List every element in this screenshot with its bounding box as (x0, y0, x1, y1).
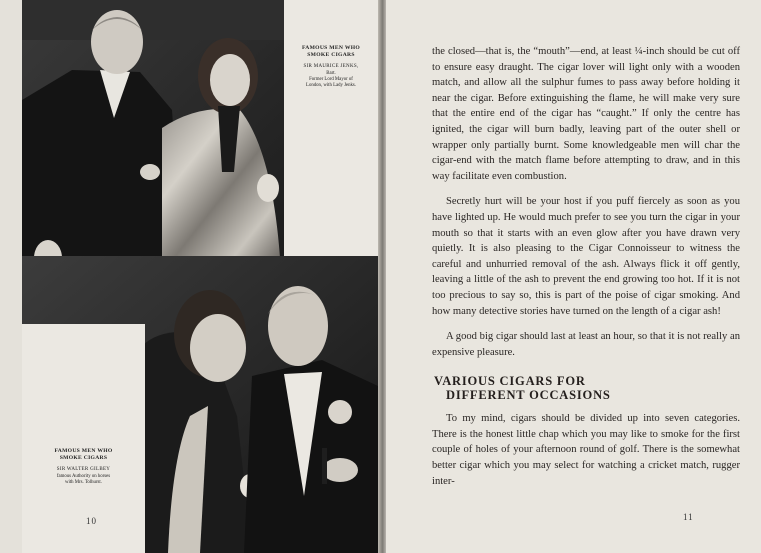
right-page (386, 0, 761, 553)
paragraph-3: A good big cigar should last at least an hour, so that it is not really an expensive pleasure. (432, 331, 740, 358)
paragraph-1: the closed—that is, the “mouth”—end, at least ¼-inch should be cut off to ensure easy draught. The cigar lover will light only with a wooden match, and allow all the sulphur fumes to pass away before holding it near the cigar. Before extinguishing the flame, he will make very sure that the entire end of the cigar has “caught.” If only the centre has ignited, the cigar will burn badly, leaving part of the outer shell or wrapper only partially burnt. Some knowledgeable men will char the cigar-end with the match flame before attempting to draw, and in this way facilitate even combustion. (432, 46, 740, 182)
section-heading (434, 374, 740, 402)
paragraph-2: Secretly hurt will be your host if you puff fiercely as soon as you have lighted up. He would much prefer to see you turn the cigar in your mouth so that it starts with an even glow after you have drawn very quietly. It is also pleasing to the Cigar Connoisseur to witness the careful and unhurried removal of the ash. Always flick it off gently, leaving a little of the ash to prevent the end growing too hot. If it is not too precious to say so, this is part of the poise of cigar smoking. And how many detective stories have turned on the length of a cigar ash! (432, 196, 740, 317)
caption-description-line-2: London, with Lady Jenks. (306, 82, 356, 88)
section-heading-line-2: DIFFERENT OCCASIONS (446, 388, 611, 403)
section-paragraph: To my mind, cigars should be divided up into seven categories. There is the honest little chap which you may like to smoke for the first couple of holes of your afternoon round of golf. There is the somewhat better cigar which you may select for watching a cricket match, rugger inter- (432, 413, 740, 487)
caption-person-name: SIR WALTER GILBEY (56, 467, 111, 472)
caption-description-line-2: with Mrs. Tolhurst. (65, 479, 102, 485)
photo-caption-top (284, 0, 378, 256)
page-number-right: 11 (683, 512, 694, 522)
page-number-left: 10 (86, 516, 97, 526)
caption-heading-line-1: FAMOUS MEN WHO (54, 448, 113, 454)
section-heading-line-1: VARIOUS CIGARS FOR (434, 374, 586, 389)
caption-heading-line-2: SMOKE CIGARS (307, 52, 355, 58)
body-text (432, 44, 740, 499)
photo-couple-top (22, 0, 284, 258)
caption-heading-line-1: FAMOUS MEN WHO (301, 45, 361, 51)
photo-caption-bottom (22, 324, 145, 553)
caption-name-suffix: Bart. (326, 70, 336, 76)
caption-heading-line-2: SMOKE CIGARS (59, 455, 108, 461)
caption-person-name: SIR MAURICE JENKS, (303, 64, 359, 69)
caption-description-line-1: famous Authority on horses (56, 473, 111, 479)
caption-description-line-1: Former Lord Mayor of (309, 76, 353, 82)
